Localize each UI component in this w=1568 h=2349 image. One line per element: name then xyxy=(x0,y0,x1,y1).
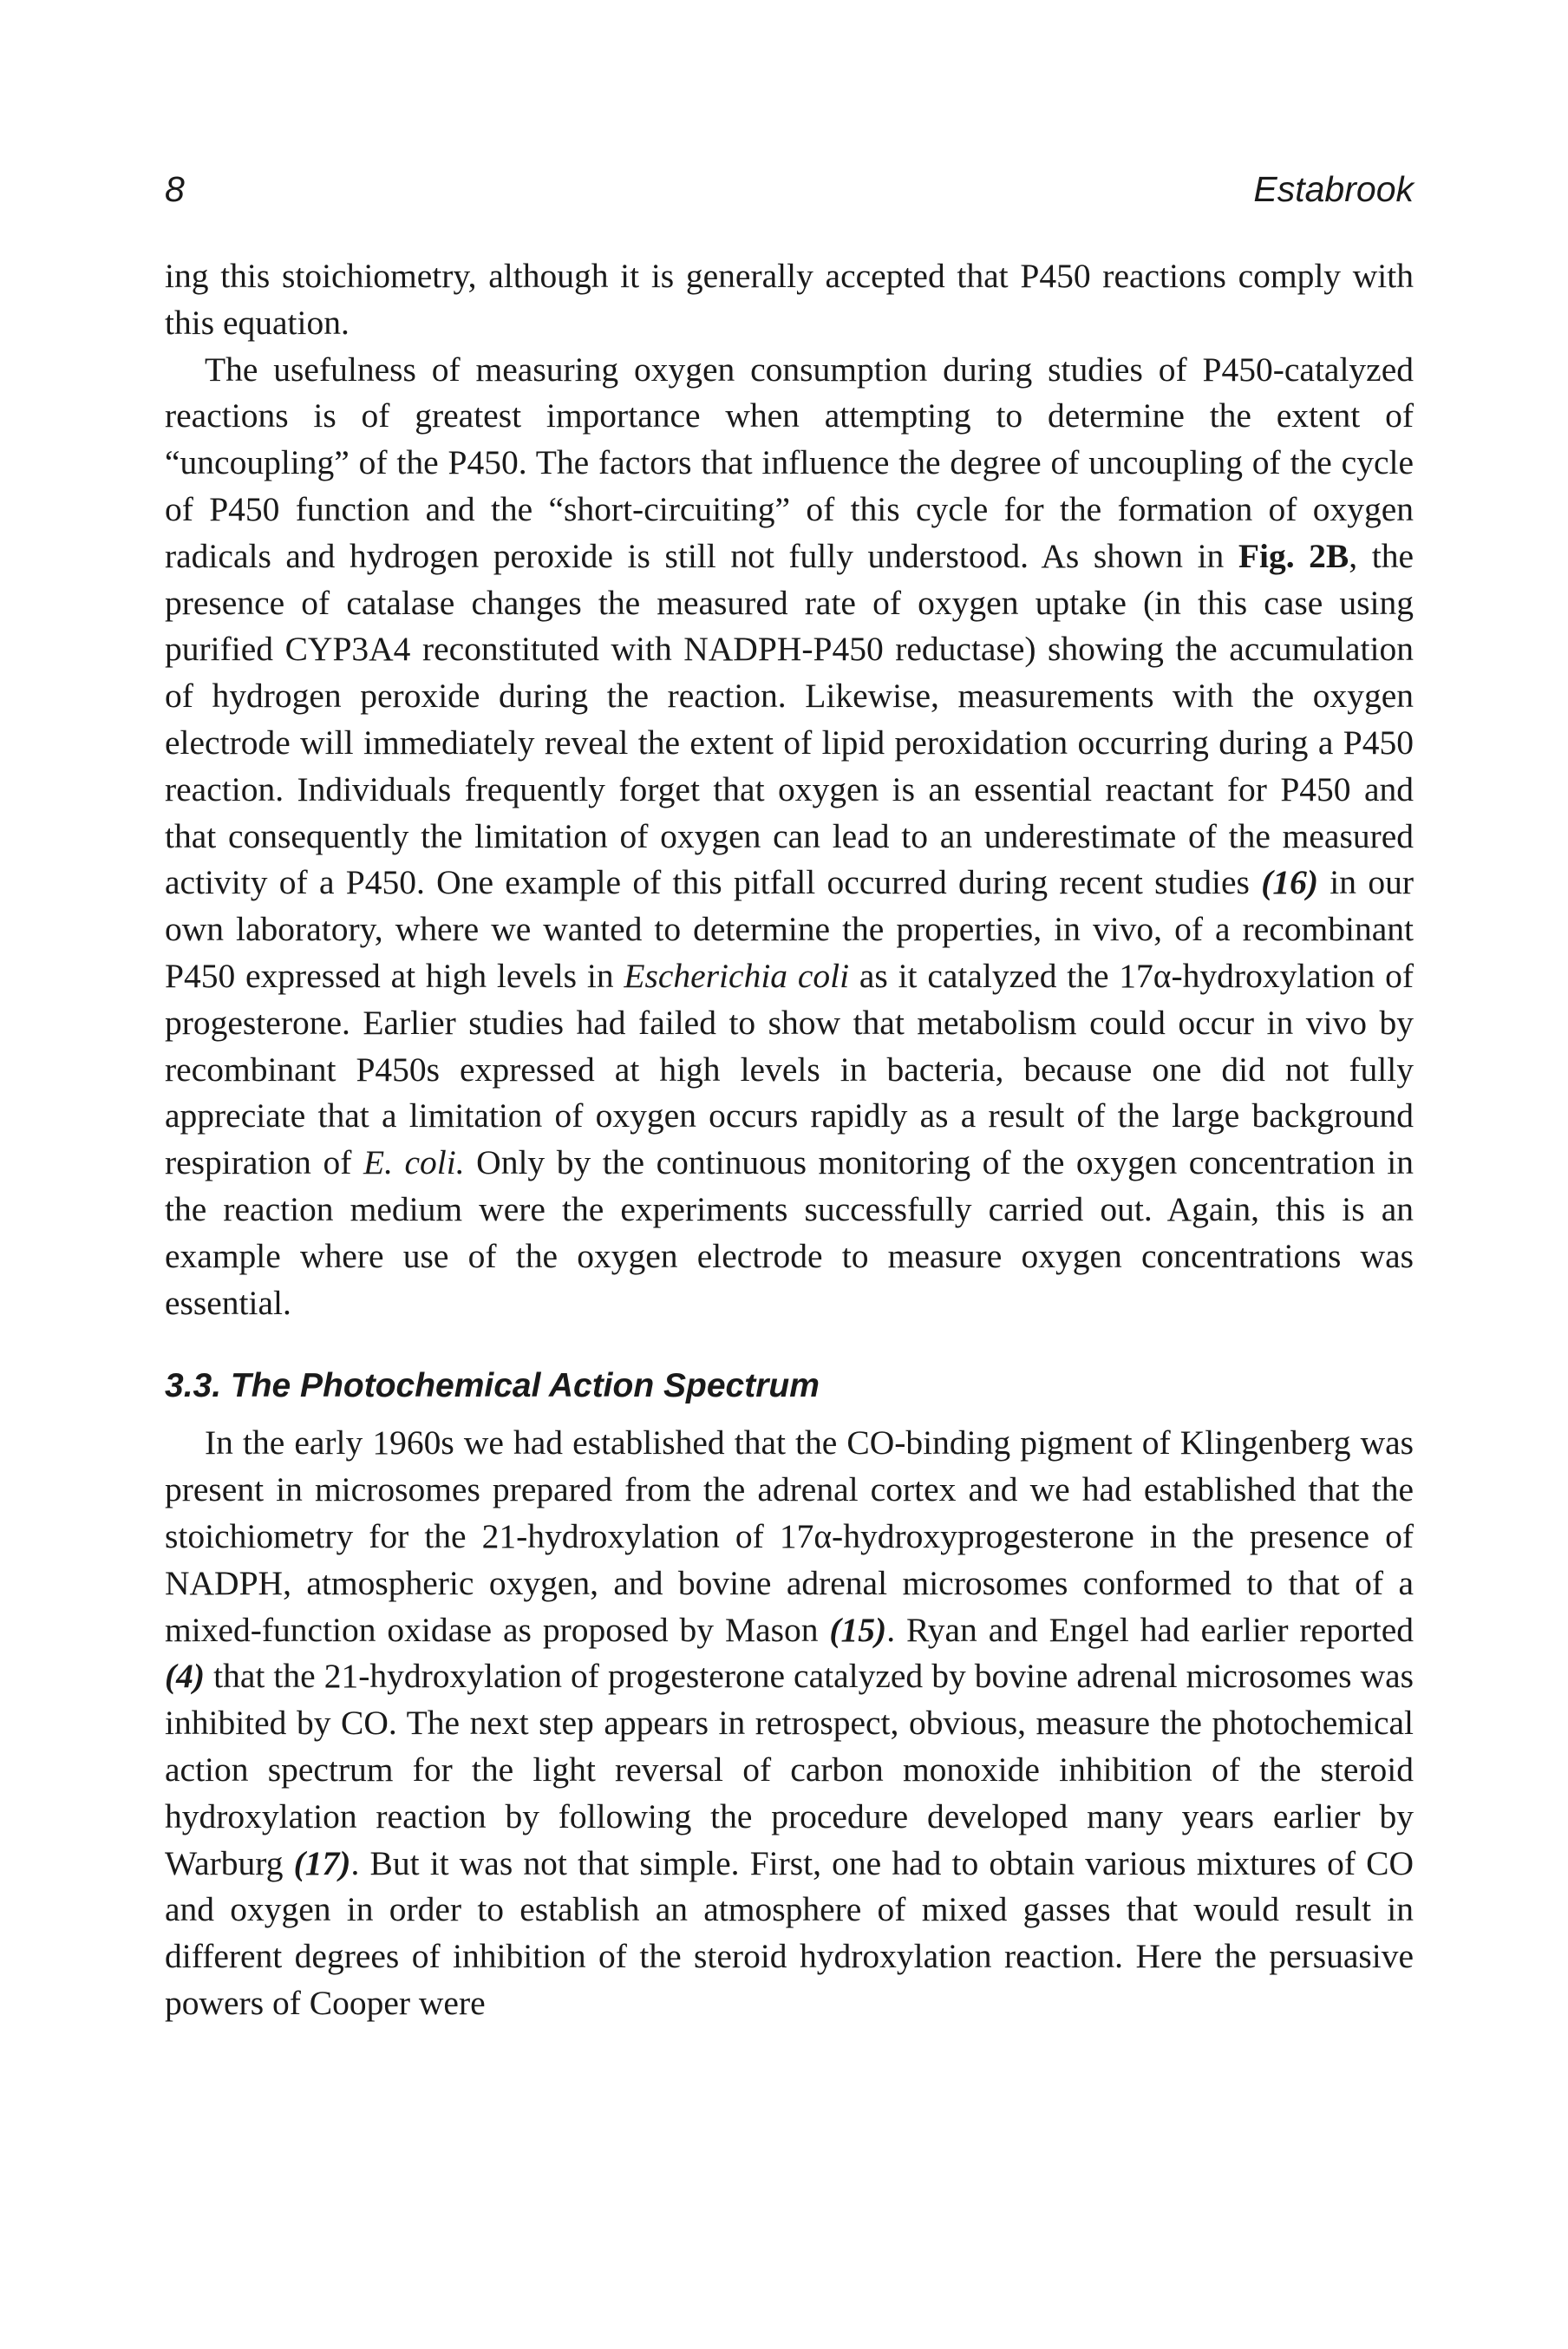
paragraph-text: , the presence of catalase changes the measured rate of oxygen uptake (in this case using purified CYP3A4 reconstituted with NADPH-P450 reductase) showing the accumulation of hydrogen peroxide during the reaction. Likewise, measurements with the oxygen electrode will immediately reveal the extent of lipid peroxidation occurring during a P450 reaction. Individuals frequently forget that oxygen is an essential reactant for P450 and that consequently the limitation of oxygen can lead to an underestimate of the measured activity of a P450. One example of this pitfall occurred during recent studies xyxy=(165,536,1414,902)
citation-15[interactable]: (15) xyxy=(829,1610,887,1649)
paragraph-text: that the 21-hydroxylation of progesterone catalyzed by bovine adrenal microsomes was inhibited by CO. The next step appears in retrospect, obvious, measure the photochemical action spectrum for the light reversal of carbon monoxide inhibition of the steroid hydroxylation reaction by following the procedure developed many years earlier by Warburg xyxy=(165,1657,1414,1882)
paragraph-text: Only by the continuous monitoring of the oxygen concentration in the reaction medium were the experiments successfully carried out. Again, this is an example where use of the oxygen electrode to measure oxygen concentrations was essential. xyxy=(165,1143,1414,1322)
paragraph-text: The usefulness of measuring oxygen consumption during studies of P450-catalyzed reactions is of greatest importance when attempting to determine the extent of “uncoupling” of the P450. The factors that influence the degree of uncoupling of the cycle of P450 function and the “short-circuiting” of this cycle for the formation of oxygen radicals and hydrogen peroxide is still not fully understood. As shown in xyxy=(165,350,1414,575)
citation-17[interactable]: (17) xyxy=(293,1843,351,1882)
paragraph-text: . Ryan and Engel had earlier reported xyxy=(886,1610,1414,1649)
section-heading: 3.3. The Photochemical Action Spectrum xyxy=(165,1367,820,1405)
paragraph-continued xyxy=(165,253,1414,347)
paragraph-text: In the early 1960s we had established that the CO-binding pigment of Klingenberg was present in microsomes prepared from the adrenal cortex and we had established that the stoichiometry for the 21-hydroxylation of 17α-hydroxyprogesterone in the presence of NADPH, atmospheric oxygen, and bovine adrenal microsomes conformed to that of a mixed-function oxidase as proposed by Mason xyxy=(165,1423,1414,1649)
taxon-escherichia-coli: Escherichia coli xyxy=(624,956,850,995)
running-head xyxy=(165,165,1414,213)
paragraph-photochemical-action xyxy=(165,1420,1414,2026)
paragraph-text: . But it was not that simple. First, one had to obtain various mixtures of CO and oxygen in order to establish an atmosphere of mixed gasses that would result in different degrees of inhibition of the steroid hydroxylation reaction. Here the persuasive powers of Cooper were xyxy=(165,1843,1414,2022)
paragraph-text: in our own laboratory, where we wanted to determine the properties, in vivo, of a recombinant P450 expressed at high levels in xyxy=(165,863,1414,995)
figure-reference-2b[interactable]: Fig. 2B xyxy=(1238,536,1349,575)
paragraph-text: ing this stoichiometry, although it is generally accepted that P450 reactions comply with this equation. xyxy=(165,257,1414,342)
citation-4[interactable]: (4) xyxy=(165,1657,206,1696)
paragraph-oxygen-consumption xyxy=(165,347,1414,1327)
taxon-e-coli: E. coli. xyxy=(363,1143,465,1182)
page-number: 8 xyxy=(165,169,185,209)
paragraph-text: as it catalyzed the 17α-hydroxylation of progesterone. Earlier studies had failed to show that metabolism could occur in vivo by recombinant P450s expressed at high levels in bacteria, because one did not fully appreciate that a limitation of oxygen occurs rapidly as a result of the large background respiration of xyxy=(165,956,1414,1182)
book-page xyxy=(165,165,1414,2027)
running-head-author: Estabrook xyxy=(1253,169,1414,209)
body-text xyxy=(165,253,1414,2027)
citation-16[interactable]: (16) xyxy=(1261,863,1319,902)
